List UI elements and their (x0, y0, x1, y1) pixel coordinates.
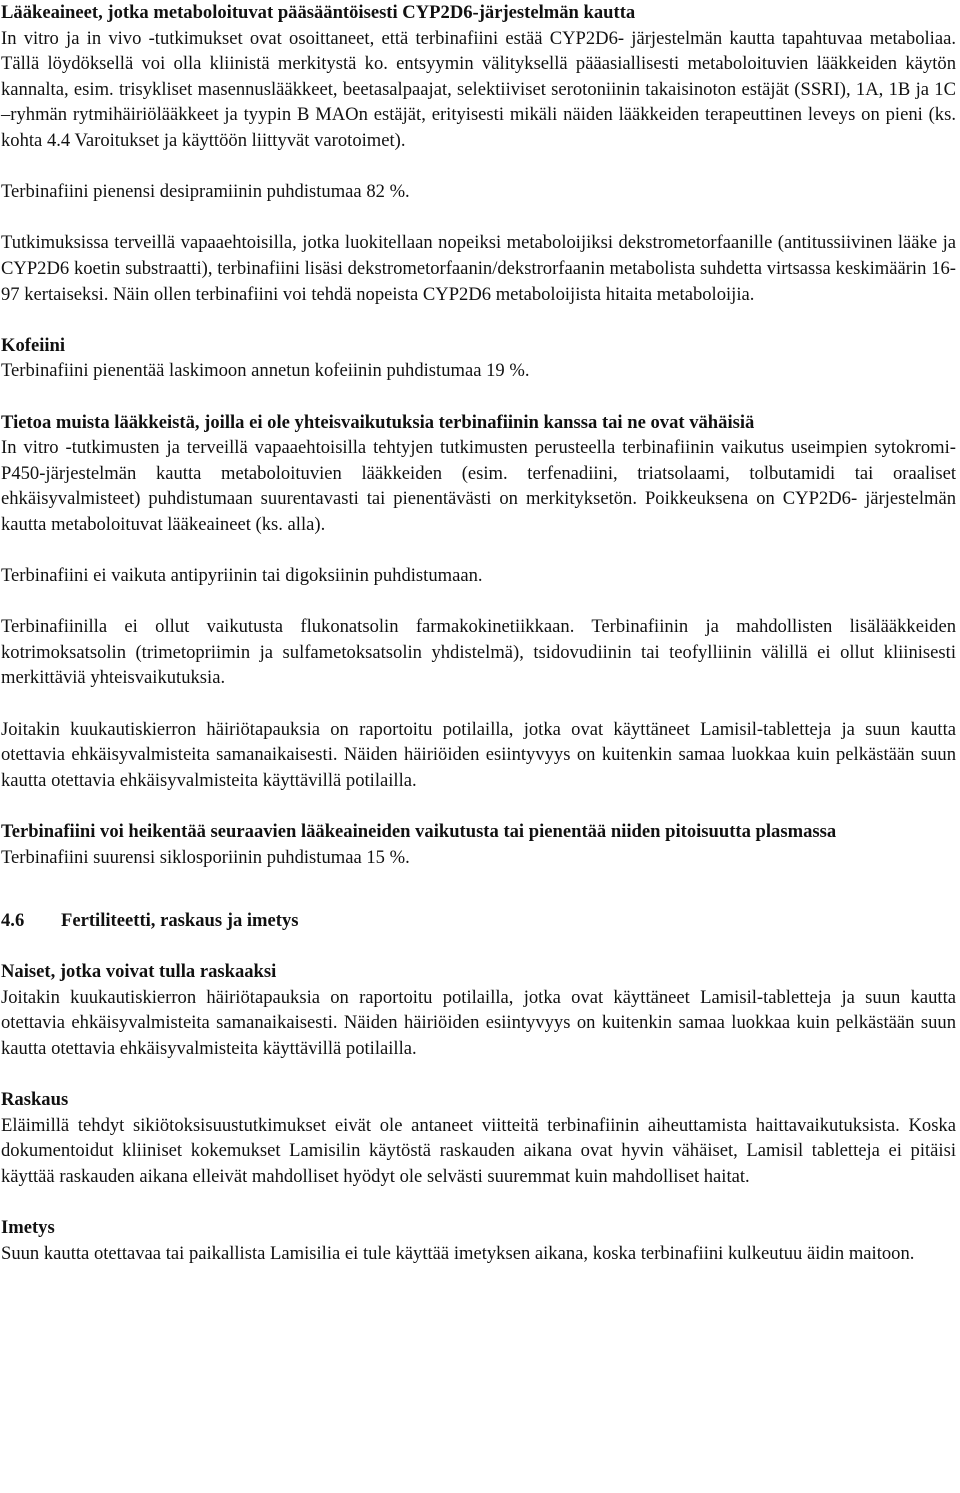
section-naiset (1, 959, 956, 1061)
section-cyp2d6 (1, 0, 956, 307)
ei-yhteisvaikutuksia-paragraph-1: In vitro -tutkimusten ja terveillä vapaaehtoisilla tehtyjen tutkimusten perusteella terbinafiinin vaikutus useimpien sytokromi-P450-järjestelmän kautta metaboloituvien lääkkeiden (esim. terfenadiini, triatsolaami, tolbutamidi tai oraaliset ehkäisyvalmisteet) puhdistumaan suurentavasti tai pienentävästi on merkityksetön. Poikkeuksena on CYP2D6- järjestelmän kautta metaboloituvat lääkeaineet (ks. alla). (1, 437, 956, 535)
heikentaa-heading: Terbinafiini voi heikentää seuraavien lääkeaineiden vaikutusta tai pienentää niiden pitoisuutta plasmassa (1, 821, 837, 842)
raskaus-heading: Raskaus (1, 1088, 69, 1110)
kofeiini-heading: Kofeiini (1, 334, 66, 356)
ei-yhteisvaikutuksia-paragraph-4: Joitakin kuukautiskierron häiriötapauksia on raportoitu potilailla, jotka ovat käyttäneet Lamisil-tabletteja ja suun kautta otettavia ehkäisyvalmisteita samanaikaisesti. Näiden häiriöiden esiintyvyys on kuitenkin samaa luokkaa kuin pelkästään suun kautta otettavia ehkäisyvalmisteita käyttävillä potilailla. (1, 718, 956, 791)
section-ei-yhteisvaikutuksia (1, 410, 956, 794)
ei-yhteisvaikutuksia-paragraph-3: Terbinafiinilla ei ollut vaikutusta flukonatsolin farmakokinetiikkaan. Terbinafiinin ja mahdollisten lisälääkkeiden kotrimoksatsolin (trimetopriimin ja sulfametoksatsolin yhdistelmä), tsidovudiinin tai teofylliinin välillä ei ollut kliinisesti merkittäviä yhteisvaikutuksia. (1, 616, 956, 689)
section-4-6-heading (1, 908, 956, 934)
kofeiini-paragraph-1: Terbinafiini pienentää laskimoon annetun kofeiinin puhdistumaa 19 %. (1, 360, 530, 382)
naiset-paragraph-1: Joitakin kuukautiskierron häiriötapauksia on raportoitu potilailla, jotka ovat käyttäneet Lamisil-tabletteja ja suun kautta otettavia ehkäisyvalmisteita samanaikaisesti. Näiden häiriöiden esiintyvyys on kuitenkin samaa luokkaa kuin pelkästään suun kautta otettavia ehkäisyvalmisteita käyttävillä potilailla. (1, 986, 956, 1059)
section-heikentaa (1, 819, 956, 870)
imetys-paragraph-1: Suun kautta otettavaa tai paikallista Lamisilia ei tule käyttää imetyksen aikana, koska terbinafiini kulkeutuu äidin maitoon. (1, 1242, 915, 1264)
ei-yhteisvaikutuksia-heading: Tietoa muista lääkkeistä, joilla ei ole yhteisvaikutuksia terbinafiinin kanssa tai ne ovat vähäisiä (1, 411, 755, 433)
imetys-heading: Imetys (1, 1216, 55, 1238)
section-kofeiini (1, 333, 956, 384)
heikentaa-paragraph-1: Terbinafiini suurensi siklosporiinin puhdistumaa 15 %. (1, 846, 410, 868)
section-4-6-title: Fertiliteetti, raskaus ja imetys (61, 909, 299, 931)
raskaus-paragraph-1: Eläimillä tehdyt sikiötoksisuustutkimukset eivät ole antaneet viitteitä terbinafiinin aiheuttamista haittavaikutuksista. Koska dokumentoidut kliiniset kokemukset Lamisilin käytöstä raskauden aikana ovat hyvin vähäiset, Lamisil tabletteja ei pitäisi käyttää raskauden aikana elleivät mahdolliset hyödyt ole selvästi suuremmat kuin mahdolliset haitat. (1, 1114, 956, 1187)
cyp2d6-paragraph-3: Tutkimuksissa terveillä vapaaehtoisilla, jotka luokitellaan nopeiksi metaboloijiksi dekstrometorfaanille (antitussiivinen lääke ja CYP2D6 koetin substraatti), terbinafiini lisäsi dekstrometorfaanin/dekstrorfaanin metabolista suhdetta virtsassa keskimäärin 16-97 kertaiseksi. Näin ollen terbinafiini voi tehdä nopeista CYP2D6 metaboloijista hitaita metaboloijia. (1, 232, 956, 305)
section-raskaus (1, 1087, 956, 1189)
section-4-6-number: 4.6 (1, 909, 25, 931)
naiset-heading: Naiset, jotka voivat tulla raskaaksi (1, 960, 277, 982)
ei-yhteisvaikutuksia-paragraph-2: Terbinafiini ei vaikuta antipyriinin tai digoksiinin puhdistumaan. (1, 565, 483, 587)
cyp2d6-paragraph-1: In vitro ja in vivo -tutkimukset ovat osoittaneet, että terbinafiini estää CYP2D6- järjestelmän kautta tapahtuvaa metaboliaa. Tällä löydöksellä voi olla kliinistä merkitystä ko. entsyymin välityksellä pääasiallisesti metaboloituvien lääkkeiden käytön kannalta, esim. trisykliset masennuslääkkeet, beetasalpaajat, selektiiviset serotoniinin takaisinoton estäjät (SSRI), 1A, 1B ja 1C –ryhmän rytmihäiriölääkkeet ja tyypin B MAOn estäjät, erityisesti mikäli näiden lääkkeiden terapeuttinen leveys on pieni (ks. kohta 4.4 Varoitukset ja käyttöön liittyvät varotoimet). (1, 27, 956, 151)
cyp2d6-heading: Lääkeaineet, jotka metaboloituvat pääsääntöisesti CYP2D6-järjestelmän kautta (1, 2, 636, 23)
section-imetys (1, 1215, 956, 1266)
cyp2d6-paragraph-2: Terbinafiini pienensi desipramiinin puhdistumaa 82 %. (1, 181, 410, 203)
